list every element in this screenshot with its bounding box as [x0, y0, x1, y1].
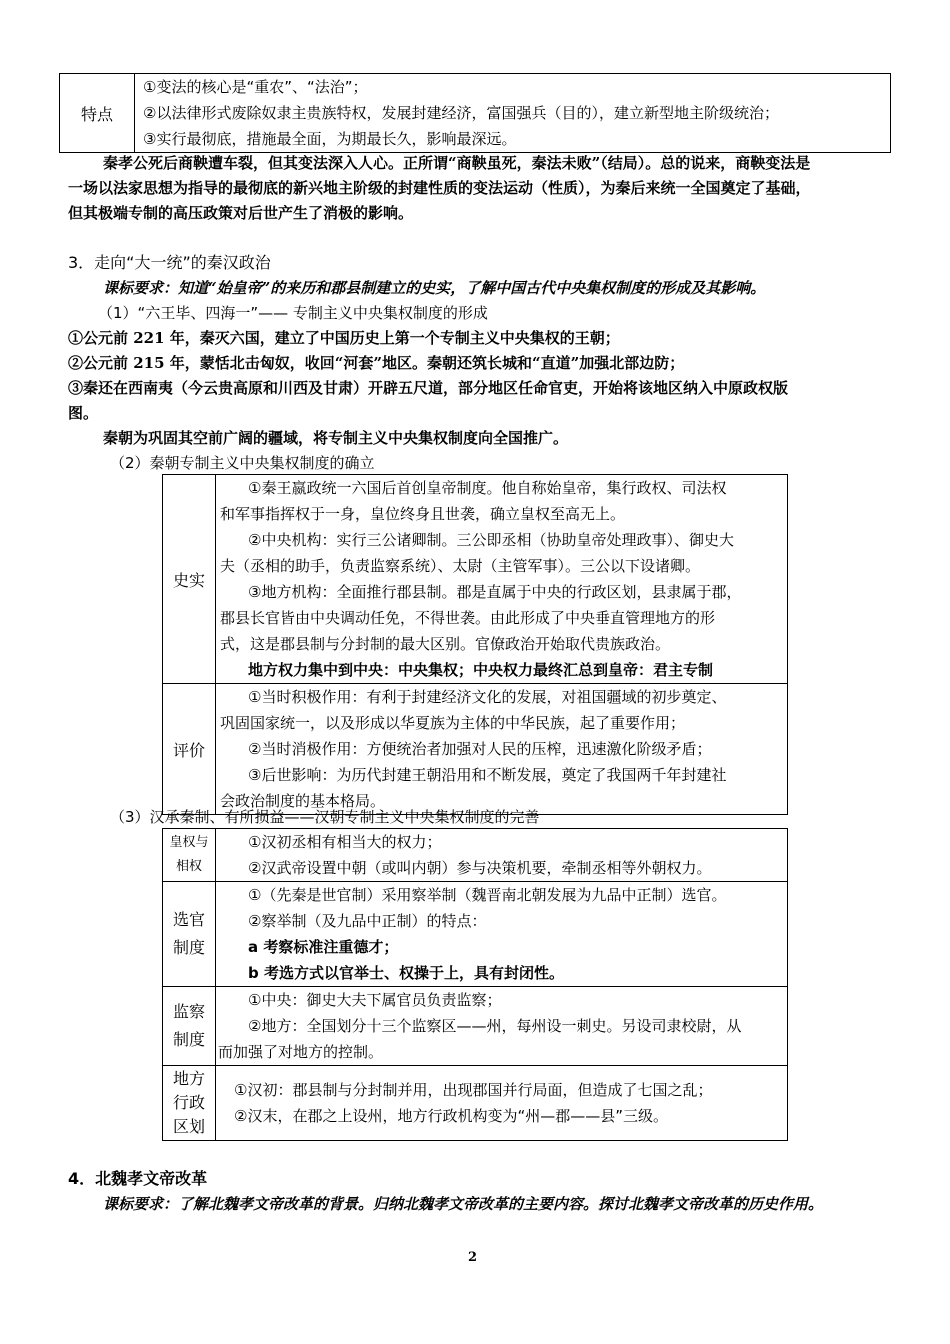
facts-line-2: 和军事指挥权于一身，皇位终身且世袭，确立皇权至高无上。 [220, 505, 626, 523]
facts-line-6: 郡县长官皆由中央调动任免，不得世袭。由此形成了中央垂直管理地方的形 [220, 609, 716, 627]
facts-line-1: ①秦王嬴政统一六国后首创皇帝制度。他自称始皇帝，集行政权、司法权 [248, 479, 727, 497]
qin-system-table [162, 474, 788, 815]
facts-line-7: 式，这是郡县制与分封制的最大区别。官僚政治开始取代贵族政治。 [220, 635, 671, 653]
eval-content-cell [216, 684, 788, 815]
para1-line-1: 秦孝公死后商鞅遭车裂，但其变法深入人心。正所谓“商鞅虽死，秦法未败”（结局）。总的说来，商鞅变法是 [103, 154, 811, 172]
feature-line-3: ③实行最彻底，措施最全面，为期最长久，影响最深远。 [143, 130, 517, 148]
han-row4-content [216, 1066, 788, 1141]
sub1-item-3: ③秦还在西南夷（今云贵高原和川西及甘肃）开辟五尺道，部分地区任命官吏，开始将该地区纳入中原政权版 [68, 379, 789, 397]
facts-line-3: ②中央机构：实行三公诸卿制。三公即丞相（协助皇帝处理政事）、御史大 [248, 531, 734, 549]
facts-line-4: 夫（丞相的助手，负责监察系统）、太尉（主管军事）。三公以下设诸卿。 [220, 557, 701, 575]
eval-line-2: 巩固国家统一，以及形成以华夏族为主体的中华民族，起了重要作用； [220, 714, 686, 732]
han-row1-label-b: 相权 [175, 859, 202, 874]
han-row1-line-1: ①汉初丞相有相当大的权力； [248, 833, 442, 851]
sub2-title: （2）秦朝专制主义中央集权制度的确立 [110, 454, 375, 472]
han-row4-line-2: ②汉末，在郡之上设州，地方行政机构变为“州—郡——县”三级。 [234, 1107, 668, 1125]
han-row2-label-a: 选官 [172, 910, 205, 929]
han-row2-label-cell [163, 882, 216, 987]
feature-line-2: ②以法律形式废除奴隶主贵族特权，发展封建经济，富国强兵（目的），建立新型地主阶级统治； [143, 104, 779, 122]
han-row2-line-3: a 考察标准注重德才； [248, 938, 399, 956]
eval-label: 评价 [172, 740, 205, 760]
han-row1-label-cell [163, 829, 216, 882]
han-row2-label-b: 制度 [172, 938, 205, 957]
sub1-summary: 秦朝为巩固其空前广阔的疆域，将专制主义中央集权制度向全国推广。 [103, 429, 569, 447]
top-feature-table [59, 73, 891, 153]
han-row2-line-1: ①（先秦是世官制）采用察举制（魏晋南北朝发展为九品中正制）选官。 [248, 886, 727, 904]
han-row3-line-2: ②地方：全国划分十三个监察区——州，每州设一刺史。另设司隶校尉，从 [248, 1017, 742, 1035]
han-row3-content [216, 987, 788, 1066]
sub1-item-4: 图。 [68, 404, 99, 422]
section3-requirement: 课标要求：知道“始皇帝”的来历和郡县制建立的史实，了解中国古代中央集权制度的形成及其影响。 [103, 279, 766, 297]
sub3-title: （3）汉承秦制、有所损益——汉朝专制主义中央集权制度的完善 [110, 808, 540, 826]
han-row4-label-a: 地方 [172, 1069, 205, 1088]
han-row3-label-cell [163, 987, 216, 1066]
han-row1-content [216, 829, 788, 882]
sub1-item-1: ①公元前 221 年，秦灭六国，建立了中国历史上第一个专制主义中央集权的王朝； [68, 329, 620, 347]
han-row3-label-a: 监察 [172, 1002, 205, 1021]
han-row4-line-1: ①汉初：郡县制与分封制并用，出现郡国并行局面，但造成了七国之乱； [234, 1081, 713, 1099]
section3-heading: 3．走向“大一统”的秦汉政治 [68, 253, 271, 272]
section4-requirement: 课标要求：了解北魏孝文帝改革的背景。归纳北魏孝文帝改革的主要内容。探讨北魏孝文帝改革的历史作用。 [103, 1195, 824, 1213]
sub1-item-2: ②公元前 215 年，蒙恬北击匈奴，收回“河套”地区。秦朝还筑长城和“直道”加强北部边防； [68, 354, 685, 372]
facts-content-cell [216, 475, 788, 684]
han-row3-line-3: 而加强了对地方的控制。 [218, 1043, 384, 1061]
eval-line-1: ①当时积极作用：有利于封建经济文化的发展，对祖国疆域的初步奠定、 [248, 688, 727, 706]
sub1-title: （1）“六王毕、四海一”—— 专制主义中央集权制度的形成 [98, 304, 488, 322]
eval-line-3: ②当时消极作用：方便统治者加强对人民的压榨，迅速激化阶级矛盾； [248, 740, 712, 758]
han-row2-line-4: b 考选方式以官举士、权操于上，具有封闭性。 [248, 964, 564, 982]
facts-line-5: ③地方机构：全面推行郡县制。郡是直属于中央的行政区划，县隶属于郡， [248, 583, 742, 601]
feature-line-1: ①变法的核心是“重农”、“法治”； [143, 78, 368, 96]
section4-heading: 4．北魏孝文帝改革 [68, 1169, 208, 1188]
feature-content-cell [135, 74, 891, 153]
han-row2-line-2: ②察举制（及九品中正制）的特点： [248, 912, 487, 930]
eval-line-4: ③后世影响：为历代封建王朝沿用和不断发展，奠定了我国两千年封建社 [248, 766, 727, 784]
para1-line-2: 一场以法家思想为指导的最彻底的新兴地主阶级的封建性质的变法运动（性质），为秦后来统一全国奠定了基础， [68, 179, 811, 197]
page-number: 2 [468, 1250, 478, 1265]
han-row4-label-b: 行政 [172, 1093, 205, 1112]
feature-label: 特点 [80, 104, 113, 124]
han-row1-line-2: ②汉武帝设置中朝（或叫内朝）参与决策机要，牵制丞相等外朝权力。 [248, 859, 712, 877]
facts-line-8: 地方权力集中到中央：中央集权；中央权力最终汇总到皇帝：君主专制 [248, 661, 714, 679]
facts-label-cell [163, 475, 216, 684]
han-row1-label-a: 皇权与 [169, 835, 209, 850]
han-row4-label-cell [163, 1066, 216, 1141]
para1-line-3: 但其极端专制的高压政策对后世产生了消极的影响。 [68, 204, 414, 222]
han-system-table [162, 828, 788, 1141]
facts-label: 史实 [172, 570, 205, 590]
eval-line-5: 会政治制度的基本格局。 [220, 792, 386, 810]
han-row3-line-1: ①中央：御史大夫下属官员负责监察； [248, 991, 502, 1009]
eval-label-cell [163, 684, 216, 815]
han-row3-label-b: 制度 [172, 1030, 205, 1049]
han-row2-content [216, 882, 788, 987]
han-row4-label-c: 区划 [172, 1117, 205, 1136]
feature-label-cell [60, 74, 135, 153]
